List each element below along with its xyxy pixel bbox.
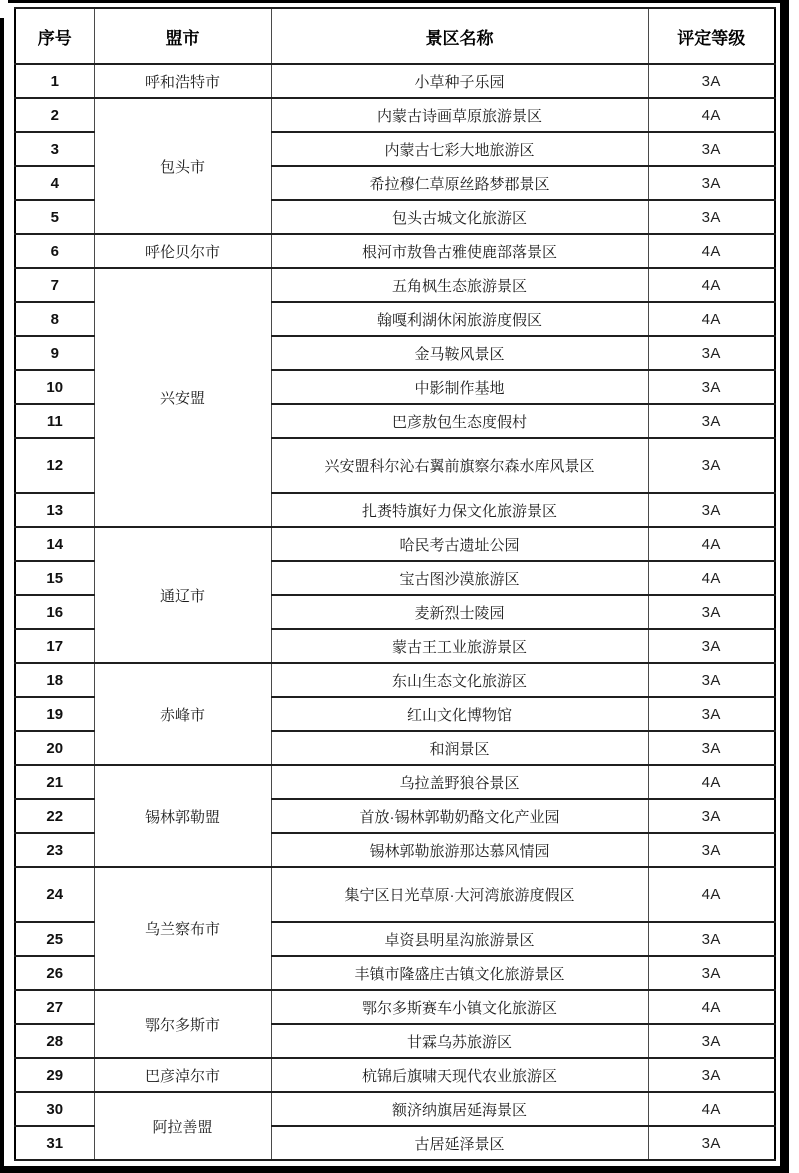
- grade-cell: 3A: [648, 922, 775, 956]
- scenic-name-cell: 翰嘎利湖休闲旅游度假区: [271, 302, 648, 336]
- scenic-name-cell: 杭锦后旗啸天现代农业旅游区: [271, 1058, 648, 1092]
- header-name: 景区名称: [271, 8, 648, 64]
- city-cell: 赤峰市: [94, 663, 271, 765]
- grade-cell: 3A: [648, 370, 775, 404]
- city-cell: 兴安盟: [94, 268, 271, 527]
- grade-cell: 3A: [648, 1024, 775, 1058]
- grade-cell: 4A: [648, 867, 775, 922]
- row-index-cell: 10: [15, 370, 94, 404]
- scenic-name-cell: 额济纳旗居延海景区: [271, 1092, 648, 1126]
- header-row: [15, 8, 775, 64]
- city-cell: 阿拉善盟: [94, 1092, 271, 1160]
- row-index-cell: 24: [15, 867, 94, 922]
- row-index-cell: 27: [15, 990, 94, 1024]
- row-index-cell: 8: [15, 302, 94, 336]
- city-cell: 巴彦淖尔市: [94, 1058, 271, 1092]
- table-row: [15, 1058, 775, 1092]
- scenic-name-cell: 丰镇市隆盛庄古镇文化旅游景区: [271, 956, 648, 990]
- grade-cell: 3A: [648, 663, 775, 697]
- table-row: [15, 98, 775, 132]
- scenic-name-cell: 和润景区: [271, 731, 648, 765]
- scenic-name-cell: 麦新烈士陵园: [271, 595, 648, 629]
- row-index-cell: 14: [15, 527, 94, 561]
- header-city: 盟市: [94, 8, 271, 64]
- row-index-cell: 23: [15, 833, 94, 867]
- scenic-name-cell: 宝古图沙漠旅游区: [271, 561, 648, 595]
- row-index-cell: 11: [15, 404, 94, 438]
- scenic-name-cell: 扎赉特旗好力保文化旅游景区: [271, 493, 648, 527]
- row-index-cell: 29: [15, 1058, 94, 1092]
- city-cell: 锡林郭勒盟: [94, 765, 271, 867]
- grade-cell: 3A: [648, 799, 775, 833]
- header-grade: 评定等级: [648, 8, 775, 64]
- row-index-cell: 3: [15, 132, 94, 166]
- grade-cell: 3A: [648, 404, 775, 438]
- scenic-name-cell: 中影制作基地: [271, 370, 648, 404]
- city-cell: 乌兰察布市: [94, 867, 271, 990]
- grade-cell: 3A: [648, 166, 775, 200]
- row-index-cell: 21: [15, 765, 94, 799]
- grade-cell: 3A: [648, 731, 775, 765]
- grade-cell: 4A: [648, 561, 775, 595]
- scan-edge-top: [8, 0, 782, 3]
- row-index-cell: 28: [15, 1024, 94, 1058]
- grade-cell: 3A: [648, 697, 775, 731]
- row-index-cell: 25: [15, 922, 94, 956]
- table-body: [15, 64, 775, 1160]
- scenic-name-cell: 内蒙古七彩大地旅游区: [271, 132, 648, 166]
- grade-cell: 3A: [648, 956, 775, 990]
- grade-cell: 4A: [648, 302, 775, 336]
- row-index-cell: 22: [15, 799, 94, 833]
- scenic-name-cell: 包头古城文化旅游区: [271, 200, 648, 234]
- scenic-name-cell: 鄂尔多斯赛车小镇文化旅游区: [271, 990, 648, 1024]
- grade-cell: 3A: [648, 595, 775, 629]
- city-cell: 鄂尔多斯市: [94, 990, 271, 1058]
- row-index-cell: 18: [15, 663, 94, 697]
- scenic-name-cell: 希拉穆仁草原丝路梦郡景区: [271, 166, 648, 200]
- grade-cell: 4A: [648, 765, 775, 799]
- table-row: [15, 663, 775, 697]
- grade-cell: 4A: [648, 268, 775, 302]
- scenic-name-cell: 五角枫生态旅游景区: [271, 268, 648, 302]
- grade-cell: 3A: [648, 1126, 775, 1160]
- table-row: [15, 1092, 775, 1126]
- row-index-cell: 15: [15, 561, 94, 595]
- grade-cell: 3A: [648, 200, 775, 234]
- scan-edge-right: [780, 0, 789, 1167]
- grade-cell: 4A: [648, 990, 775, 1024]
- scenic-name-cell: 哈民考古遗址公园: [271, 527, 648, 561]
- scenic-name-cell: 集宁区日光草原·大河湾旅游度假区: [271, 867, 648, 922]
- grade-cell: 4A: [648, 234, 775, 268]
- city-cell: 呼伦贝尔市: [94, 234, 271, 268]
- scenic-name-cell: 古居延泽景区: [271, 1126, 648, 1160]
- table-row: [15, 64, 775, 98]
- scenic-name-cell: 兴安盟科尔沁右翼前旗察尔森水库风景区: [271, 438, 648, 493]
- grade-cell: 3A: [648, 64, 775, 98]
- city-cell: 呼和浩特市: [94, 64, 271, 98]
- row-index-cell: 2: [15, 98, 94, 132]
- table-row: [15, 765, 775, 799]
- row-index-cell: 6: [15, 234, 94, 268]
- row-index-cell: 19: [15, 697, 94, 731]
- grade-cell: 3A: [648, 629, 775, 663]
- grade-cell: 3A: [648, 336, 775, 370]
- row-index-cell: 26: [15, 956, 94, 990]
- table-row: [15, 867, 775, 922]
- row-index-cell: 12: [15, 438, 94, 493]
- row-index-cell: 20: [15, 731, 94, 765]
- table-header: [15, 8, 775, 64]
- row-index-cell: 9: [15, 336, 94, 370]
- grade-cell: 4A: [648, 98, 775, 132]
- scenic-name-cell: 乌拉盖野狼谷景区: [271, 765, 648, 799]
- grade-cell: 3A: [648, 493, 775, 527]
- table-row: [15, 990, 775, 1024]
- scan-edge-bottom: [4, 1166, 789, 1173]
- row-index-cell: 16: [15, 595, 94, 629]
- scenic-name-cell: 根河市敖鲁古雅使鹿部落景区: [271, 234, 648, 268]
- table-row: [15, 268, 775, 302]
- grade-cell: 3A: [648, 833, 775, 867]
- scenic-name-cell: 甘霖乌苏旅游区: [271, 1024, 648, 1058]
- scenic-name-cell: 金马鞍风景区: [271, 336, 648, 370]
- row-index-cell: 31: [15, 1126, 94, 1160]
- city-cell: 包头市: [94, 98, 271, 234]
- row-index-cell: 17: [15, 629, 94, 663]
- row-index-cell: 5: [15, 200, 94, 234]
- row-index-cell: 30: [15, 1092, 94, 1126]
- header-index: 序号: [15, 8, 94, 64]
- scan-edge-left: [0, 18, 4, 1173]
- scenic-name-cell: 内蒙古诗画草原旅游景区: [271, 98, 648, 132]
- scenic-name-cell: 红山文化博物馆: [271, 697, 648, 731]
- row-index-cell: 7: [15, 268, 94, 302]
- table-row: [15, 234, 775, 268]
- scenic-name-cell: 东山生态文化旅游区: [271, 663, 648, 697]
- table-row: [15, 527, 775, 561]
- scenic-name-cell: 蒙古王工业旅游景区: [271, 629, 648, 663]
- scenic-area-grades-table: [14, 7, 776, 1161]
- row-index-cell: 1: [15, 64, 94, 98]
- scenic-name-cell: 首放·锡林郭勒奶酪文化产业园: [271, 799, 648, 833]
- scenic-name-cell: 卓资县明星沟旅游景区: [271, 922, 648, 956]
- scenic-name-cell: 巴彦敖包生态度假村: [271, 404, 648, 438]
- city-cell: 通辽市: [94, 527, 271, 663]
- row-index-cell: 13: [15, 493, 94, 527]
- grade-cell: 4A: [648, 527, 775, 561]
- grade-cell: 3A: [648, 1058, 775, 1092]
- grade-cell: 3A: [648, 132, 775, 166]
- row-index-cell: 4: [15, 166, 94, 200]
- scenic-name-cell: 锡林郭勒旅游那达慕风情园: [271, 833, 648, 867]
- scenic-name-cell: 小草种子乐园: [271, 64, 648, 98]
- grade-cell: 4A: [648, 1092, 775, 1126]
- grade-cell: 3A: [648, 438, 775, 493]
